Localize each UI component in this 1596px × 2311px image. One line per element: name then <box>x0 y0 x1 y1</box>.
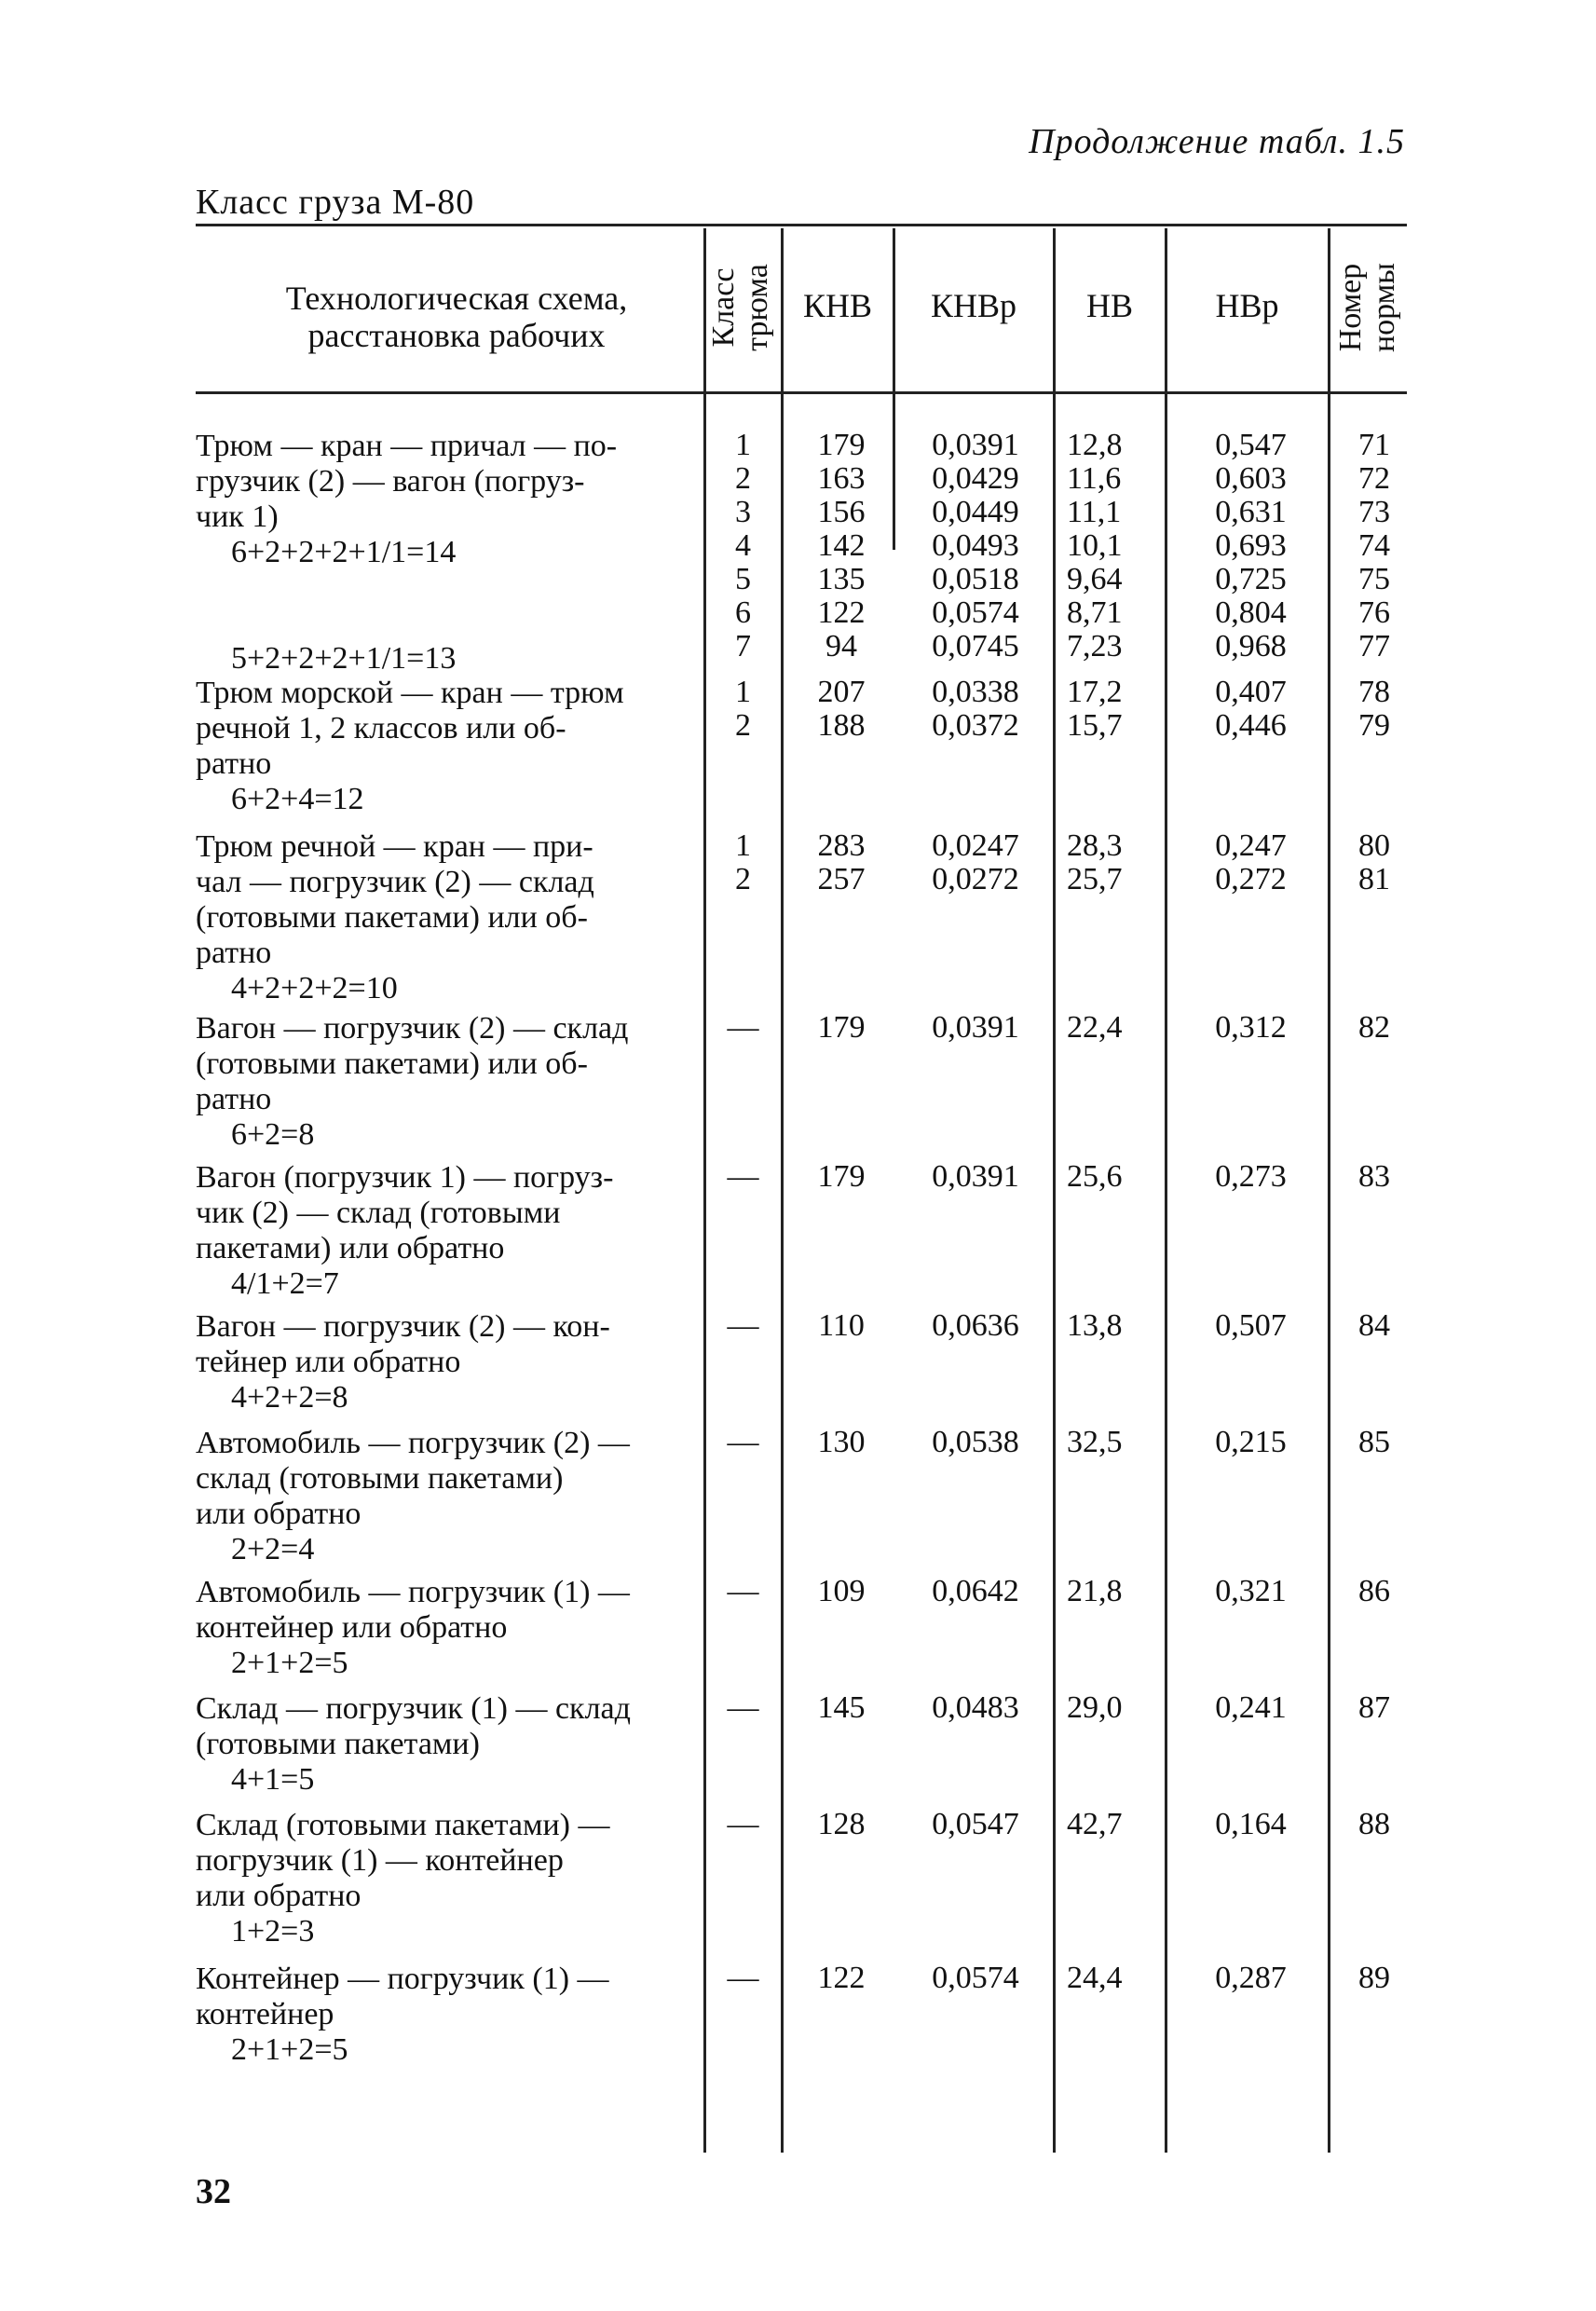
scheme-formula: 2+2=4 <box>231 1532 315 1566</box>
scheme-formula: 2+1+2=5 <box>231 1646 348 1680</box>
knvr-cell: 0,0642 <box>932 1574 1019 1608</box>
knvr-cell-group <box>896 1160 1055 1194</box>
norm-number-cell: 73 <box>1358 495 1390 529</box>
header-nvr: НВр <box>1215 287 1279 324</box>
nv-cell-group <box>1057 1426 1171 1459</box>
scheme-formula: 6+2+4=12 <box>231 782 364 816</box>
nvr-cell: 0,446 <box>1215 708 1287 743</box>
knvr-cell: 0,0483 <box>932 1690 1019 1725</box>
scheme-text-line: Трюм морской — кран — трюм <box>196 676 624 710</box>
nvr-cell-group <box>1169 429 1332 663</box>
nv-cell-group <box>1057 429 1171 663</box>
knv-cell: 122 <box>817 595 866 630</box>
hold-class-cell: 1 <box>735 675 751 709</box>
hold-class-cell-group <box>713 1691 773 1725</box>
knvr-cell: 0,0574 <box>932 595 1019 630</box>
header-hold-class-line2: трюма <box>740 264 774 351</box>
header-norm-line2: нормы <box>1367 262 1401 353</box>
knv-cell: 94 <box>825 629 857 663</box>
table-header-rule <box>196 391 1407 394</box>
scheme-formula: 6+2+2+2+1/1=14 <box>231 535 457 569</box>
scheme-text-line: чал — погрузчик (2) — склад <box>196 865 594 899</box>
header-nv: НВ <box>1085 287 1133 324</box>
norm-number-cell: 84 <box>1358 1308 1390 1343</box>
knv-cell-group <box>790 1426 893 1459</box>
nvr-cell-group <box>1169 1691 1332 1725</box>
scheme-text-line: Склад — погрузчик (1) — склад <box>196 1691 631 1726</box>
nv-cell: 7,23 <box>1067 629 1123 663</box>
norm-number-cell-group <box>1337 429 1412 663</box>
norm-number-cell: 86 <box>1358 1574 1390 1608</box>
nv-cell: 25,7 <box>1067 862 1123 896</box>
row-scheme <box>196 1808 699 1949</box>
nv-cell-group <box>1057 1575 1171 1608</box>
hold-class-cell-group <box>713 676 773 743</box>
knv-cell: 163 <box>817 461 866 496</box>
nv-cell: 15,7 <box>1067 708 1123 743</box>
nvr-cell: 0,312 <box>1215 1010 1287 1045</box>
nv-cell: 9,64 <box>1067 562 1123 596</box>
hold-class-cell-group <box>713 1962 773 1995</box>
knv-cell: 179 <box>817 1159 866 1194</box>
nv-cell: 22,4 <box>1067 1010 1123 1045</box>
col-divider <box>703 391 706 2153</box>
norm-number-cell-group <box>1337 1309 1412 1343</box>
nvr-cell: 0,968 <box>1215 629 1287 663</box>
knvr-cell: 0,0493 <box>932 528 1019 563</box>
knvr-cell: 0,0372 <box>932 708 1019 743</box>
knv-cell: 145 <box>817 1690 866 1725</box>
scheme-text-line: склад (готовыми пакетами) <box>196 1461 564 1496</box>
header-hold-class <box>707 233 778 382</box>
norm-number-cell-group <box>1337 1160 1412 1194</box>
norm-number-cell-group <box>1337 829 1412 896</box>
knvr-cell-group <box>896 1575 1055 1608</box>
knvr-cell: 0,0745 <box>932 629 1019 663</box>
knv-cell-group <box>790 829 893 896</box>
scheme-text-line: Вагон — погрузчик (2) — склад <box>196 1011 629 1046</box>
knv-cell: 109 <box>817 1574 866 1608</box>
knvr-cell-group <box>896 1691 1055 1725</box>
nvr-cell: 0,247 <box>1215 828 1287 863</box>
table-continuation-caption: Продолжение табл. 1.5 <box>1029 122 1405 161</box>
scheme-text-line: ратно <box>196 936 272 970</box>
nvr-cell-group <box>1169 1011 1332 1045</box>
hold-class-cell: 2 <box>735 862 751 896</box>
norm-number-cell-group <box>1337 1426 1412 1459</box>
nvr-cell: 0,693 <box>1215 528 1287 563</box>
nvr-cell-group <box>1169 1808 1332 1841</box>
hold-class-cell-group <box>713 1808 773 1841</box>
knv-cell: 257 <box>817 862 866 896</box>
hold-class-cell-group <box>713 1426 773 1459</box>
scheme-text-line: Контейнер — погрузчик (1) — <box>196 1962 609 1996</box>
row-scheme <box>196 1160 699 1302</box>
norm-number-cell-group <box>1337 1808 1412 1841</box>
nv-cell: 11,1 <box>1067 495 1122 529</box>
nvr-cell: 0,547 <box>1215 428 1287 462</box>
scheme-formula: 4/1+2=7 <box>231 1266 339 1301</box>
hold-class-cell: — <box>727 1010 759 1045</box>
nv-cell: 10,1 <box>1067 528 1123 563</box>
knvr-cell: 0,0247 <box>932 828 1019 863</box>
hold-class-cell: — <box>727 1961 759 1995</box>
scheme-formula <box>196 606 699 641</box>
nvr-cell: 0,321 <box>1215 1574 1287 1608</box>
scheme-formula: 1+2=3 <box>231 1914 315 1949</box>
header-scheme <box>224 280 689 354</box>
nv-cell-group <box>1057 1691 1171 1725</box>
knvr-cell: 0,0391 <box>932 1159 1019 1194</box>
knvr-cell-group <box>896 1011 1055 1045</box>
header-norm-line1: Номер <box>1333 263 1368 352</box>
scheme-text-line: или обратно <box>196 1497 361 1531</box>
norm-number-cell: 82 <box>1358 1010 1390 1045</box>
nvr-cell-group <box>1169 1426 1332 1459</box>
norm-number-cell: 81 <box>1358 862 1390 896</box>
hold-class-cell: — <box>727 1159 759 1194</box>
norm-number-cell-group <box>1337 1962 1412 1995</box>
nv-cell-group <box>1057 676 1171 743</box>
scheme-text-line: контейнер <box>196 1997 334 2031</box>
nvr-cell: 0,273 <box>1215 1159 1287 1194</box>
knv-cell: 122 <box>817 1961 866 1995</box>
row-scheme <box>196 829 699 1006</box>
norm-number-cell: 74 <box>1358 528 1390 563</box>
scheme-text-line: Склад (готовыми пакетами) — <box>196 1808 610 1842</box>
nv-cell-group <box>1057 829 1171 896</box>
scheme-text-line: чик 1) <box>196 499 279 534</box>
knv-cell: 188 <box>817 708 866 743</box>
nvr-cell: 0,215 <box>1215 1425 1287 1459</box>
norm-number-cell: 80 <box>1358 828 1390 863</box>
norm-number-cell: 79 <box>1358 708 1390 743</box>
col-divider <box>781 391 784 2153</box>
scheme-text-line: грузчик (2) — вагон (погруз- <box>196 464 585 499</box>
norm-number-cell: 72 <box>1358 461 1390 496</box>
col-divider <box>1328 228 1330 391</box>
hold-class-cell: 2 <box>735 461 751 496</box>
knv-cell: 179 <box>817 428 866 462</box>
knv-cell-group <box>790 1691 893 1725</box>
nv-cell: 8,71 <box>1067 595 1123 630</box>
row-scheme <box>196 1962 699 2068</box>
row-scheme <box>196 1309 699 1415</box>
row-scheme <box>196 676 699 817</box>
nv-cell-group <box>1057 1808 1171 1841</box>
nvr-cell: 0,507 <box>1215 1308 1287 1343</box>
scheme-text-line: Автомобиль — погрузчик (2) — <box>196 1426 630 1460</box>
hold-class-cell-group <box>713 429 773 663</box>
norm-number-cell: 87 <box>1358 1690 1390 1725</box>
hold-class-cell: — <box>727 1807 759 1841</box>
scheme-text-line: Автомобиль — погрузчик (1) — <box>196 1575 630 1609</box>
scheme-text-line: Трюм — кран — причал — по- <box>196 429 618 463</box>
cargo-class-title: Класс груза М-80 <box>196 183 475 222</box>
nvr-cell: 0,725 <box>1215 562 1287 596</box>
norm-number-cell: 83 <box>1358 1159 1390 1194</box>
hold-class-cell: — <box>727 1690 759 1725</box>
knv-cell: 156 <box>817 495 866 529</box>
scheme-text-line: (готовыми пакетами) <box>196 1727 480 1761</box>
header-scheme-line2: расстановка рабочих <box>307 317 606 354</box>
norm-number-cell-group <box>1337 1011 1412 1045</box>
scheme-formula: 4+2+2=8 <box>231 1380 348 1415</box>
row-scheme <box>196 1575 699 1681</box>
hold-class-cell-group <box>713 829 773 896</box>
knvr-cell-group <box>896 1808 1055 1841</box>
knvr-cell: 0,0449 <box>932 495 1019 529</box>
nvr-cell: 0,407 <box>1215 675 1287 709</box>
hold-class-cell: — <box>727 1308 759 1343</box>
norm-number-cell: 75 <box>1358 562 1390 596</box>
row-scheme <box>196 1426 699 1567</box>
header-scheme-line1: Технологическая схема, <box>285 280 628 317</box>
scheme-text-line: (готовыми пакетами) или об- <box>196 1046 588 1081</box>
knvr-cell: 0,0538 <box>932 1425 1019 1459</box>
scheme-text-line: погрузчик (1) — контейнер <box>196 1843 564 1878</box>
col-divider <box>893 391 895 550</box>
knvr-cell: 0,0391 <box>932 1010 1019 1045</box>
knvr-cell-group <box>896 1426 1055 1459</box>
knv-cell-group <box>790 1309 893 1343</box>
norm-number-cell-group <box>1337 676 1412 743</box>
norm-number-cell: 78 <box>1358 675 1390 709</box>
nv-cell: 42,7 <box>1067 1807 1123 1841</box>
knv-cell-group <box>790 429 893 663</box>
nv-cell: 28,3 <box>1067 828 1123 863</box>
knvr-cell-group <box>896 676 1055 743</box>
knvr-cell-group <box>896 1962 1055 1995</box>
norm-number-cell: 85 <box>1358 1425 1390 1459</box>
nvr-cell-group <box>1169 1962 1332 1995</box>
knvr-cell: 0,0518 <box>932 562 1019 596</box>
hold-class-cell: 7 <box>735 629 751 663</box>
scheme-formula: 6+2=8 <box>231 1117 315 1152</box>
hold-class-cell-group <box>713 1575 773 1608</box>
nv-cell-group <box>1057 1011 1171 1045</box>
knvr-cell-group <box>896 1309 1055 1343</box>
nv-cell: 12,8 <box>1067 428 1123 462</box>
page-number: 32 <box>196 2172 231 2211</box>
knvr-cell: 0,0429 <box>932 461 1019 496</box>
header-knvr: КНВр <box>930 287 1017 324</box>
scheme-formula: 5+2+2+2+1/1=13 <box>231 641 457 676</box>
row-scheme <box>196 1691 699 1798</box>
scheme-text-line: или обратно <box>196 1879 361 1913</box>
nv-cell: 29,0 <box>1067 1690 1123 1725</box>
hold-class-cell: — <box>727 1425 759 1459</box>
scheme-text-line: контейнер или обратно <box>196 1610 508 1645</box>
knv-cell-group <box>790 1808 893 1841</box>
scheme-text-line: ратно <box>196 746 272 781</box>
hold-class-cell: 1 <box>735 828 751 863</box>
nvr-cell-group <box>1169 1309 1332 1343</box>
hold-class-cell-group <box>713 1160 773 1194</box>
knv-cell: 142 <box>817 528 866 563</box>
hold-class-cell: 4 <box>735 528 751 563</box>
scheme-text-line: Вагон — погрузчик (2) — кон- <box>196 1309 610 1344</box>
norm-number-cell-group <box>1337 1575 1412 1608</box>
scheme-formula: 2+1+2=5 <box>231 2032 348 2067</box>
nv-cell: 25,6 <box>1067 1159 1123 1194</box>
knvr-cell: 0,0636 <box>932 1308 1019 1343</box>
nvr-cell: 0,272 <box>1215 862 1287 896</box>
nv-cell-group <box>1057 1160 1171 1194</box>
knv-cell: 283 <box>817 828 866 863</box>
norm-number-cell: 71 <box>1358 428 1390 462</box>
nvr-cell: 0,241 <box>1215 1690 1287 1725</box>
nvr-cell: 0,631 <box>1215 495 1287 529</box>
scheme-text-line: чик (2) — склад (готовыми <box>196 1196 561 1230</box>
knv-cell-group <box>790 1575 893 1608</box>
hold-class-cell-group <box>713 1011 773 1045</box>
row-scheme <box>196 1011 699 1153</box>
norm-number-cell: 76 <box>1358 595 1390 630</box>
scheme-text-line: речной 1, 2 классов или об- <box>196 711 566 745</box>
knv-cell: 135 <box>817 562 866 596</box>
nvr-cell: 0,603 <box>1215 461 1287 496</box>
scheme-formula: 4+1=5 <box>231 1762 315 1797</box>
nvr-cell: 0,287 <box>1215 1961 1287 1995</box>
knv-cell: 179 <box>817 1010 866 1045</box>
nv-cell: 13,8 <box>1067 1308 1123 1343</box>
knvr-cell: 0,0338 <box>932 675 1019 709</box>
hold-class-cell-group <box>713 1309 773 1343</box>
nvr-cell: 0,804 <box>1215 595 1287 630</box>
row-scheme <box>196 429 699 677</box>
scheme-formula: 4+2+2+2=10 <box>231 971 398 1005</box>
nvr-cell-group <box>1169 1575 1332 1608</box>
hold-class-cell: 2 <box>735 708 751 743</box>
knv-cell-group <box>790 1962 893 1995</box>
knvr-cell: 0,0272 <box>932 862 1019 896</box>
scheme-text-line: тейнер или обратно <box>196 1345 461 1379</box>
nv-cell: 32,5 <box>1067 1425 1123 1459</box>
knv-cell: 128 <box>817 1807 866 1841</box>
nvr-cell: 0,164 <box>1215 1807 1287 1841</box>
header-norm-number <box>1334 233 1405 382</box>
norm-number-cell: 89 <box>1358 1961 1390 1995</box>
table-top-rule <box>196 224 1407 226</box>
knvr-cell-group <box>896 429 1055 663</box>
hold-class-cell: 3 <box>735 495 751 529</box>
knvr-cell: 0,0547 <box>932 1807 1019 1841</box>
hold-class-cell: — <box>727 1574 759 1608</box>
scheme-text-line: Вагон (погрузчик 1) — погруз- <box>196 1160 614 1195</box>
nv-cell: 11,6 <box>1067 461 1122 496</box>
scheme-text-line: пакетами) или обратно <box>196 1231 505 1265</box>
knvr-cell: 0,0574 <box>932 1961 1019 1995</box>
nv-cell: 17,2 <box>1067 675 1123 709</box>
knv-cell-group <box>790 1160 893 1194</box>
scheme-text-line: (готовыми пакетами) или об- <box>196 900 588 935</box>
scheme-text-line: Трюм речной — кран — при- <box>196 829 593 864</box>
header-hold-class-line1: Класс <box>706 267 741 348</box>
norm-number-cell-group <box>1337 1691 1412 1725</box>
nvr-cell-group <box>1169 676 1332 743</box>
knv-cell: 130 <box>817 1425 866 1459</box>
knv-cell: 207 <box>817 675 866 709</box>
knvr-cell: 0,0391 <box>932 428 1019 462</box>
knv-cell: 110 <box>818 1308 865 1343</box>
norm-number-cell: 77 <box>1358 629 1390 663</box>
scheme-formula <box>196 570 699 606</box>
knv-cell-group <box>790 676 893 743</box>
hold-class-cell: 6 <box>735 595 751 630</box>
nv-cell: 24,4 <box>1067 1961 1123 1995</box>
knvr-cell-group <box>896 829 1055 896</box>
hold-class-cell: 1 <box>735 428 751 462</box>
scheme-text-line: ратно <box>196 1082 272 1116</box>
nvr-cell-group <box>1169 1160 1332 1194</box>
hold-class-cell: 5 <box>735 562 751 596</box>
norm-number-cell: 88 <box>1358 1807 1390 1841</box>
nv-cell-group <box>1057 1962 1171 1995</box>
nv-cell-group <box>1057 1309 1171 1343</box>
header-knv: КНВ <box>802 287 873 324</box>
knv-cell-group <box>790 1011 893 1045</box>
nvr-cell-group <box>1169 829 1332 896</box>
nv-cell: 21,8 <box>1067 1574 1123 1608</box>
